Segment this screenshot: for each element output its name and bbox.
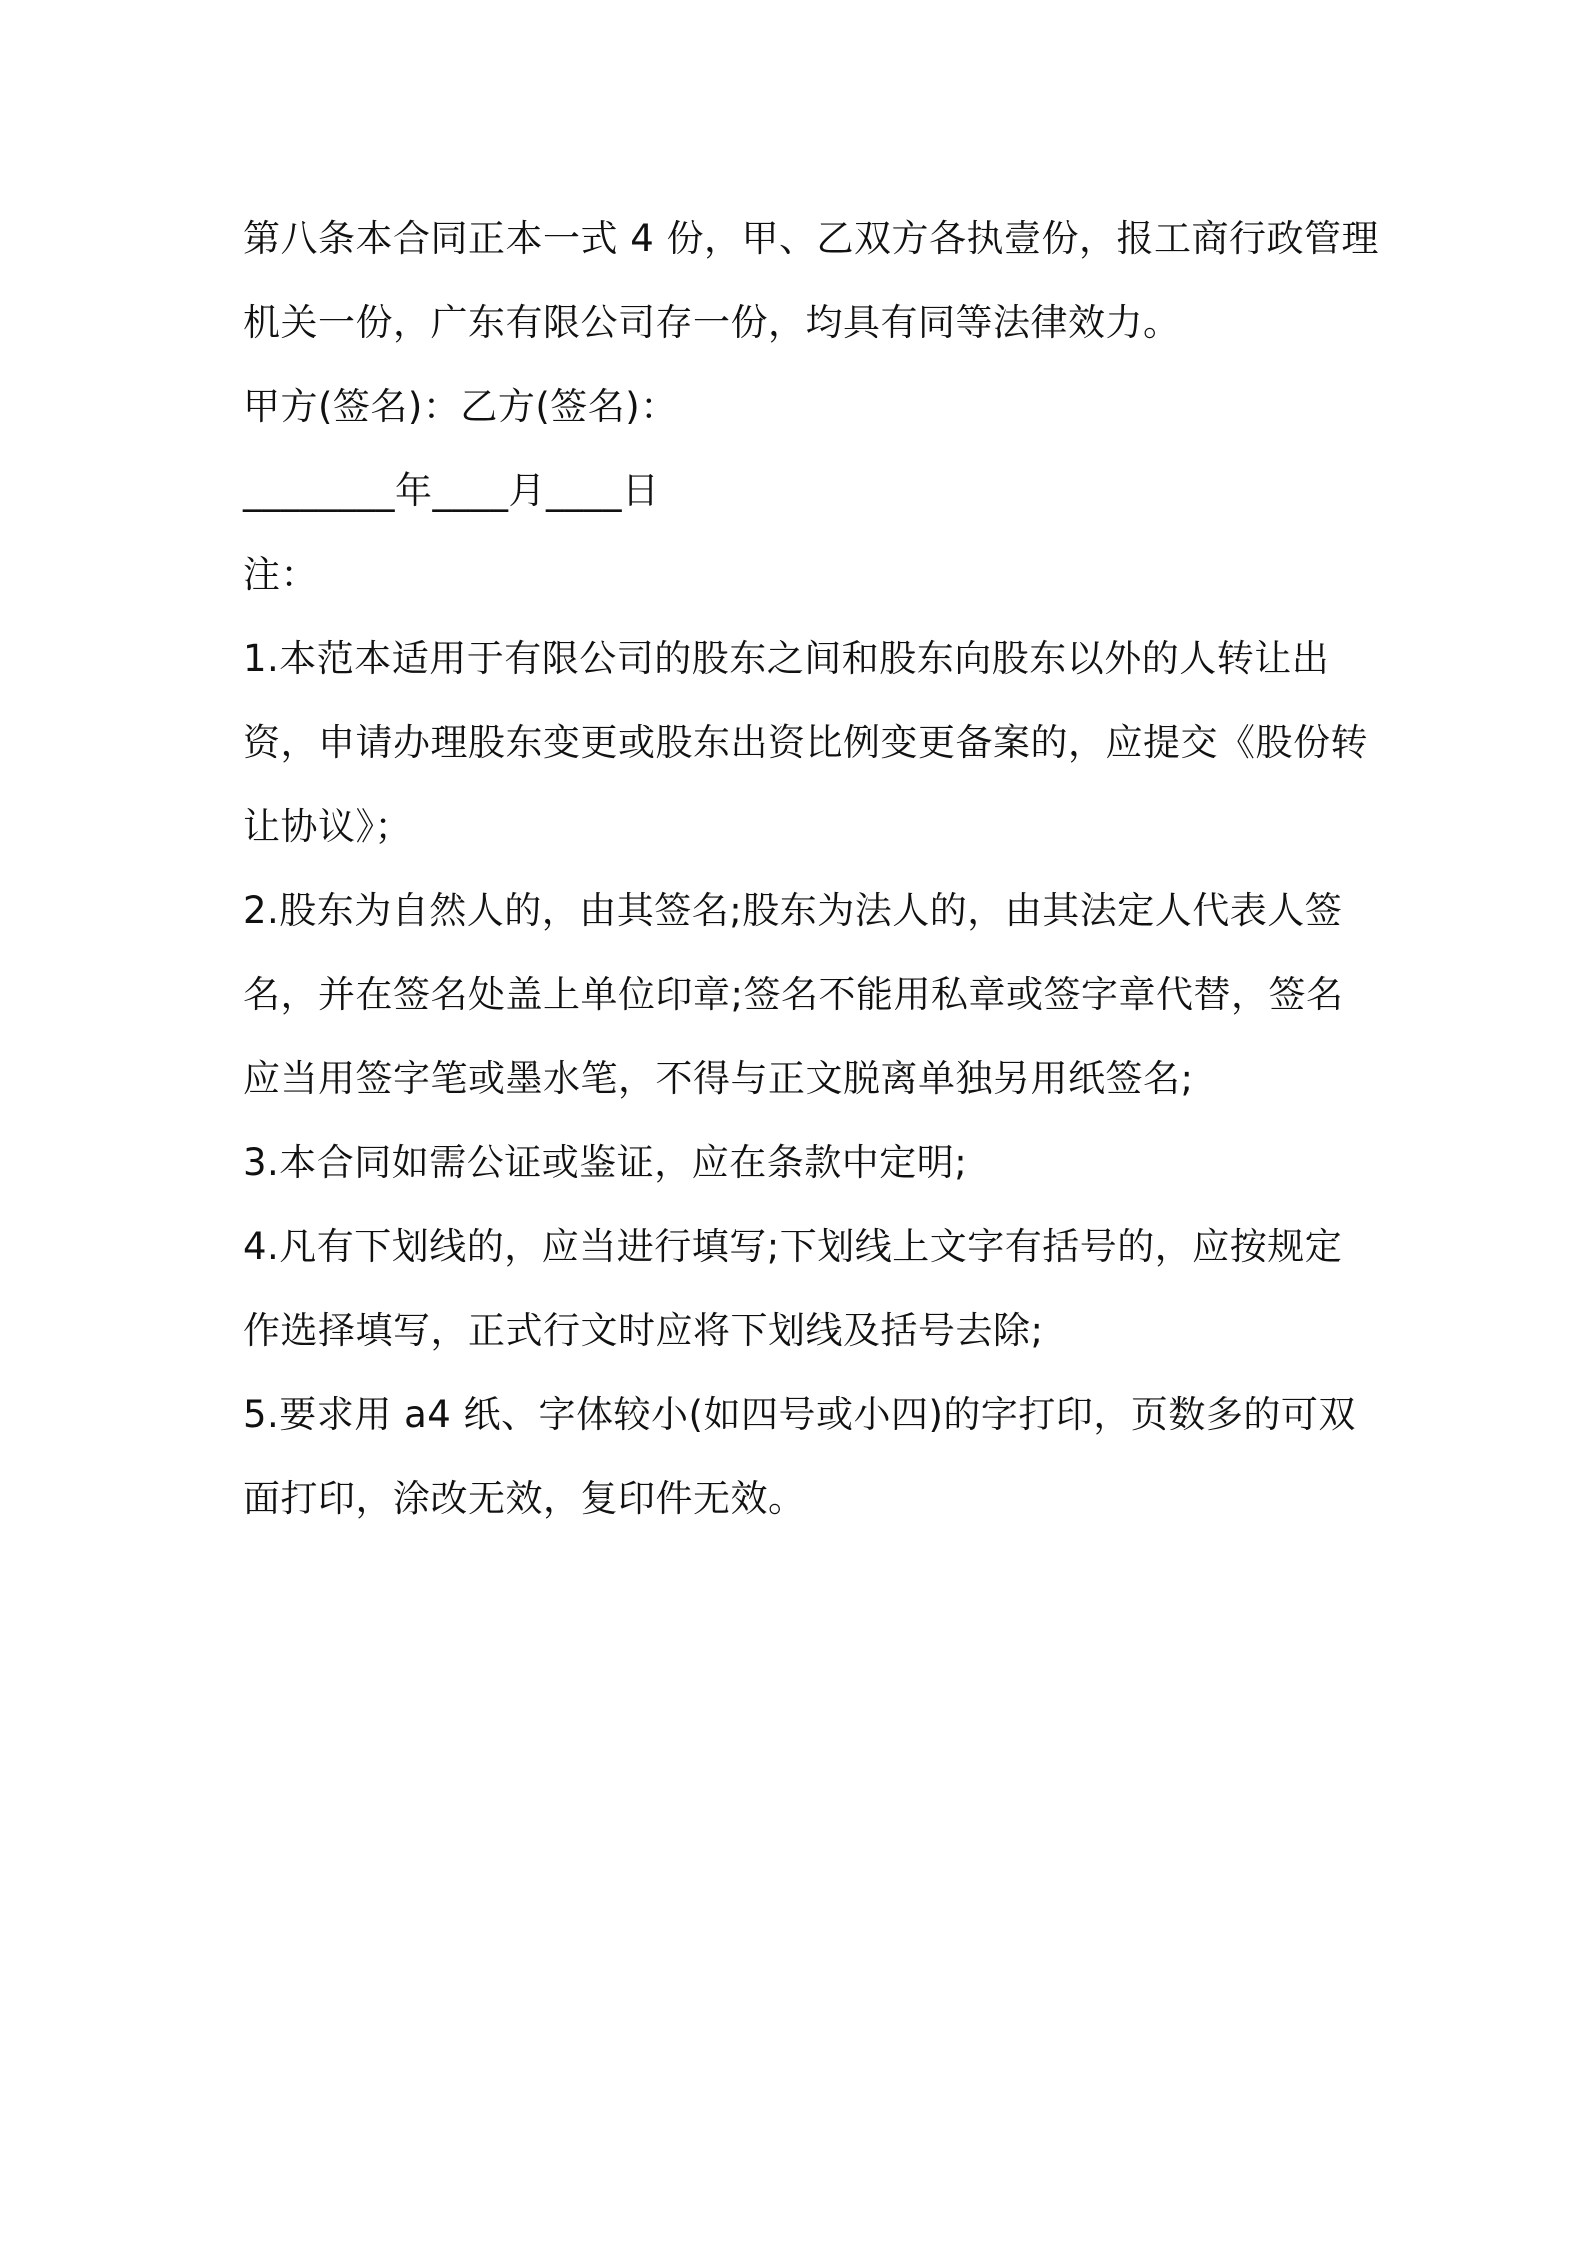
article-8-line-2: 机关一份，广东有限公司存一份，均具有同等法律效力。 <box>243 301 1181 344</box>
article-8-line-1: 第八条本合同正本一式 4 份，甲、乙双方各执壹份，报工商行政管理 <box>243 217 1380 260</box>
date-line: ________年____月____日 <box>243 469 660 512</box>
note-4-line-1: 4.凡有下划线的，应当进行填写;下划线上文字有括号的，应按规定 <box>243 1225 1343 1268</box>
note-4-line-2: 作选择填写，正式行文时应将下划线及括号去除; <box>243 1309 1044 1352</box>
signature-line: 甲方(签名)：乙方(签名)： <box>243 385 678 428</box>
note-2-line-1: 2.股东为自然人的，由其签名;股东为法人的，由其法定人代表人签 <box>243 889 1343 932</box>
notes-heading: 注： <box>243 553 318 596</box>
note-3-line-1: 3.本合同如需公证或鉴证，应在条款中定明; <box>243 1141 968 1184</box>
note-1-line-1: 1.本范本适用于有限公司的股东之间和股东向股东以外的人转让出 <box>243 637 1330 680</box>
note-2-line-2: 名，并在签名处盖上单位印章;签名不能用私章或签字章代替，签名 <box>243 973 1344 1016</box>
note-1-line-3: 让协议》； <box>243 805 412 848</box>
note-1-line-2: 资，申请办理股东变更或股东出资比例变更备案的，应提交《股份转 <box>243 721 1368 764</box>
document-body <box>243 197 1380 1541</box>
note-2-line-3: 应当用签字笔或墨水笔，不得与正文脱离单独另用纸签名; <box>243 1057 1194 1100</box>
note-5-line-2: 面打印，涂改无效，复印件无效。 <box>243 1477 806 1520</box>
note-5-line-1: 5.要求用 a4 纸、字体较小(如四号或小四)的字打印，页数多的可双 <box>243 1393 1356 1436</box>
